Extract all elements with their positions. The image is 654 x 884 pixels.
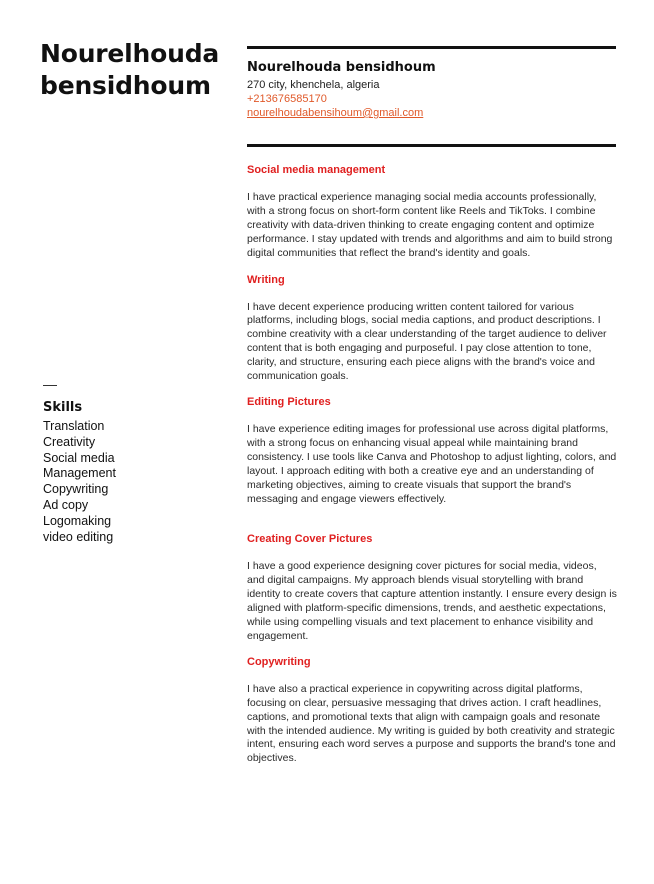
experience-sections <box>247 163 617 766</box>
section-title: Social media management <box>247 164 386 176</box>
skill-item: Creativity <box>43 434 96 449</box>
section-body: I have also a practical experience in copywriting across digital platforms, focusing on clear, persuasive messaging that drives action. I craft headlines, captions, and promotional texts that align with campaign goals and resonate with the intended audience. My writing is guided by both creativity and strategic intent, ensuring each word serves a purpose and supports the brand's tone and objectives. <box>247 682 616 765</box>
contact-email-link[interactable]: nourelhoudabensihoum@gmail.com <box>247 107 424 119</box>
name-line-first: Nourelhouda <box>40 39 220 68</box>
skill-item: Management <box>43 466 116 481</box>
skills-title: Skills <box>43 400 83 415</box>
section-body: I have practical experience managing social media accounts professionally, with a strong focus on short-form content like Reels and TikToks. I combine creativity with data-driven thinking to create engaging content and optimize performance. I stay updated with trends and algorithms and aim to build strong digital communities that reflect the brand's identity and goals. <box>247 191 613 259</box>
bottom-divider <box>247 144 616 147</box>
skill-item: Ad copy <box>43 497 89 512</box>
skill-item: Social media <box>43 450 115 465</box>
section-creating-cover-pictures <box>247 532 617 643</box>
contact-phone: +213676585170 <box>247 93 327 105</box>
section-body: I have decent experience producing written content tailored for various platforms, including blogs, social media captions, and product descriptions. I combine creativity with a clear understanding of the target audience to deliver content that is both engaging and purposeful. I pay close attention to tone, clarity, and structure, ensuring each piece aligns with the brand's voice and communication goals. <box>247 300 607 383</box>
section-title: Writing <box>247 273 285 286</box>
section-writing <box>247 273 617 384</box>
contact-address: 270 city, khenchela, algeria <box>247 79 380 91</box>
section-copywriting <box>247 655 617 766</box>
skills-dash-divider <box>43 385 57 386</box>
resume-name-heading <box>40 38 240 102</box>
skills-list <box>43 419 193 545</box>
section-title: Copywriting <box>247 655 311 668</box>
section-body: I have experience editing images for professional use across digital platforms, with a strong focus on enhancing visual appeal while maintaining brand consistency. I use tools like Canva and Photoshop to adjust lighting, colors, and layout. I approach editing with both a creative eye and an understanding of marketing objectives, aiming to create visuals that support the brand's messaging and engage viewers effectively. <box>247 422 617 505</box>
top-divider <box>247 46 616 49</box>
skill-item: Translation <box>43 419 105 433</box>
skill-item: video editing <box>43 529 114 544</box>
section-title: Editing Pictures <box>247 395 331 408</box>
contact-block <box>247 60 616 120</box>
section-editing-pictures <box>247 395 617 506</box>
skill-item: Logomaking <box>43 513 112 528</box>
section-body: I have a good experience designing cover pictures for social media, videos, and digital campaigns. My approach blends visual storytelling with brand identity to create covers that capture attention instantly. I ensure every design is aligned with platform-specific dimensions, trends, and aesthetic expectations, while using compelling visuals and text placement to enhance visibility and engagement. <box>247 560 617 642</box>
contact-name: Nourelhouda bensidhoum <box>247 60 436 75</box>
section-title: Creating Cover Pictures <box>247 533 373 546</box>
name-line-last: bensidhoum <box>40 71 211 100</box>
skill-item: Copywriting <box>43 482 109 497</box>
skills-section <box>43 400 193 545</box>
section-social-media-management <box>247 163 617 261</box>
